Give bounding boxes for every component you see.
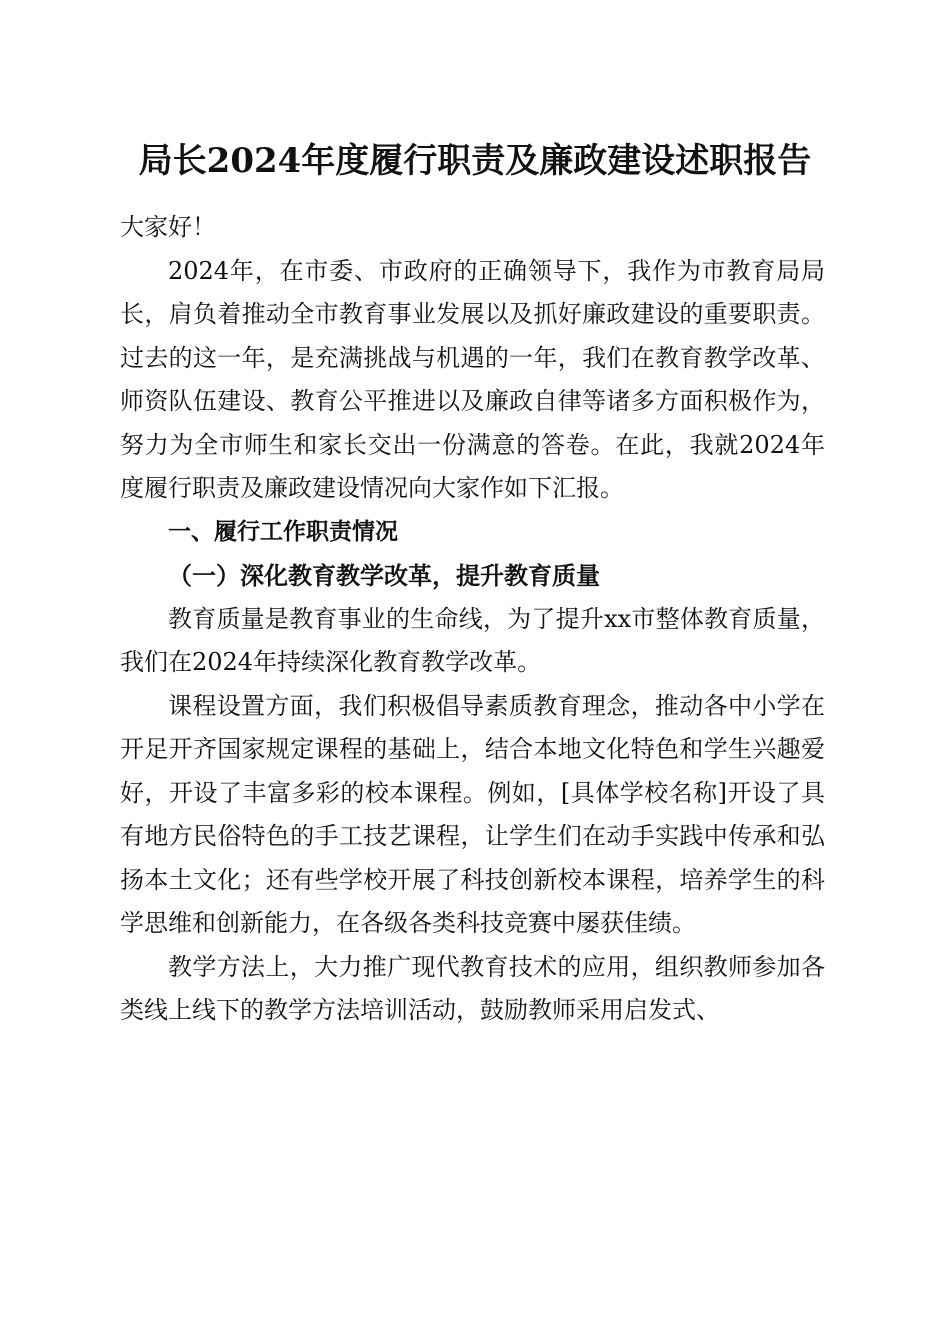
greeting: 大家好！: [120, 213, 216, 241]
document-body: [120, 206, 825, 1033]
document-title: 局长2024年度履行职责及廉政建设述职报告: [138, 141, 812, 181]
paragraph-quality: 教育质量是教育事业的生命线，为了提升xx市整体教育质量，我们在2024年持续深化教育教学改革。: [120, 604, 825, 676]
section-heading-1: 一、履行工作职责情况: [168, 518, 398, 545]
paragraph-methods: 教学方法上，大力推广现代教育技术的应用，组织教师参加各类线上线下的教学方法培训活动，鼓励教师采用启发式、: [120, 952, 825, 1024]
paragraph-curriculum: 课程设置方面，我们积极倡导素质教育理念，推动各中小学在开足开齐国家规定课程的基础上，结合本地文化特色和学生兴趣爱好，开设了丰富多彩的校本课程。例如，[具体学校名称]开设了具有地方民俗特色的手工技艺课程，让学生们在动手实践中传承和弘扬本土文化；还有些学校开展了科技创新校本课程，培养学生的科学思维和创新能力，在各级各类科技竞赛中屡获佳绩。: [120, 691, 825, 937]
paragraph-intro: 2024年，在市委、市政府的正确领导下，我作为市教育局局长，肩负着推动全市教育事业发展以及抓好廉政建设的重要职责。过去的这一年，是充满挑战与机遇的一年，我们在教育教学改革、师资队伍建设、教育公平推进以及廉政自律等诸多方面积极作为，努力为全市师生和家长交出一份满意的答卷。在此，我就2024年度履行职责及廉政建设情况向大家作如下汇报。: [120, 256, 825, 502]
subsection-heading-1: （一）深化教育教学改革，提升教育质量: [168, 561, 600, 590]
